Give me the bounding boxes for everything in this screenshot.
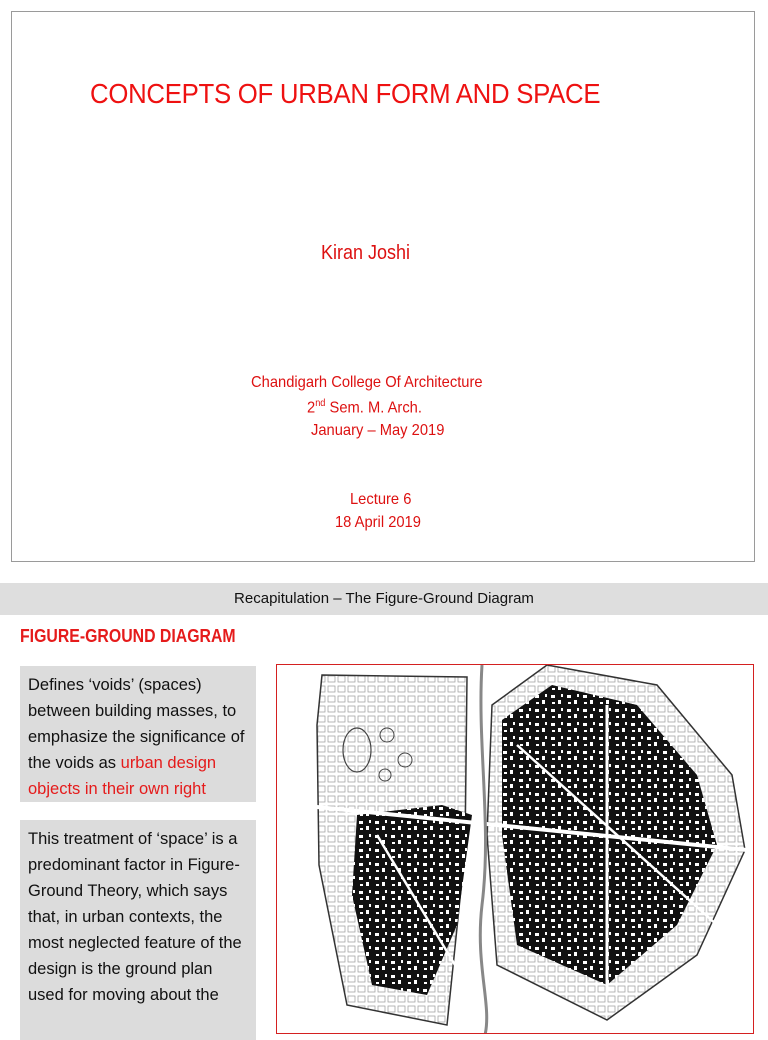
theory-text: This treatment of ‘space’ is a predominant factor in Figure-Ground Theory, which says that, in urban contexts, the most neglected feature of the design is the ground plan used for moving about the — [28, 830, 242, 1004]
figure-ground-map — [276, 664, 754, 1034]
definition-highlight: urban design objects in their own right — [28, 754, 217, 798]
theory-box — [20, 820, 256, 1040]
slide-header-band — [0, 583, 768, 615]
college-name: Chandigarh College Of Architecture — [251, 374, 483, 391]
definition-text: Defines ‘voids’ (spaces) between building masses, to emphasize the significance of the voids as — [28, 676, 245, 772]
term-dates: January – May 2019 — [311, 422, 445, 439]
lecture-date: 18 April 2019 — [335, 514, 421, 531]
author-name: Kiran Joshi — [321, 242, 411, 264]
lecture-number: Lecture 6 — [350, 491, 412, 508]
band-title: Recapitulation – The Figure-Ground Diagram — [234, 590, 534, 607]
title-slide — [11, 11, 755, 562]
semester-line: 2nd Sem. M. Arch. — [307, 398, 422, 417]
section-heading: FIGURE-GROUND DIAGRAM — [20, 626, 236, 646]
slide-title: CONCEPTS OF URBAN FORM AND SPACE — [90, 78, 601, 109]
figure-ground-map-drawing — [277, 665, 754, 1034]
definition-box — [20, 666, 256, 802]
